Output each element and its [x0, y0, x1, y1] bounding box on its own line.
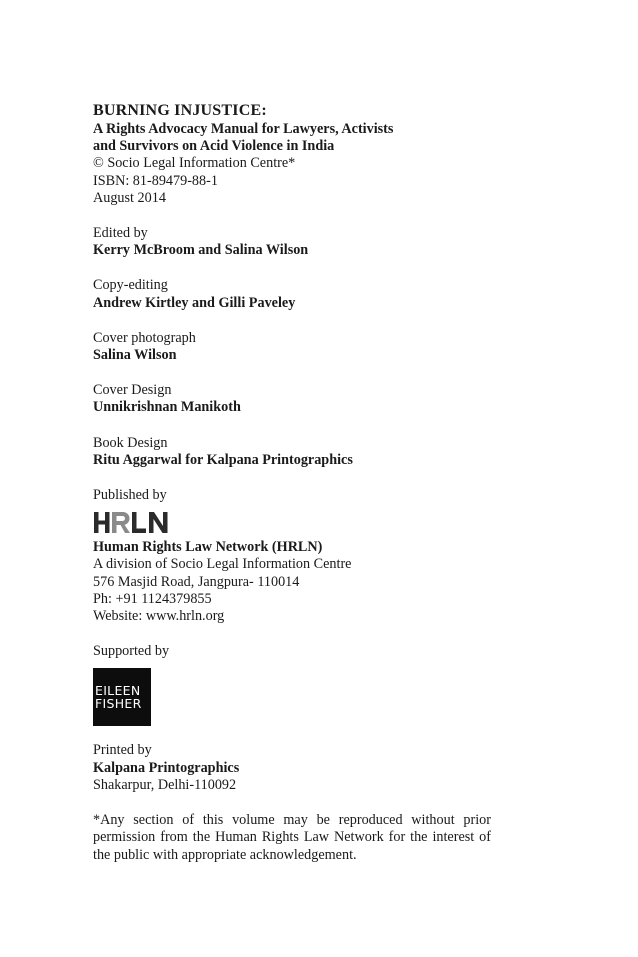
publisher-website: Website: www.hrln.org: [93, 608, 225, 625]
hrln-logo: [93, 509, 185, 535]
credit-name-copy-editing: Andrew Kirtley and Gilli Paveley: [93, 294, 296, 311]
credit-name-book-design: Ritu Aggarwal for Kalpana Printographics: [93, 451, 353, 468]
copyright-line: © Socio Legal Information Centre*: [93, 155, 296, 172]
publisher-phone: Ph: +91 1124379855: [93, 590, 212, 607]
book-title: BURNING INJUSTICE:: [93, 102, 267, 119]
credit-role-cover-design: Cover Design: [93, 382, 172, 399]
reproduction-footnote: *Any section of this volume may be reproduced without prior permission from the Human Rights Law Network for the interest of the public with appropriate acknowledgement.: [93, 812, 491, 863]
publication-date: August 2014: [93, 189, 166, 206]
publisher-address: 576 Masjid Road, Jangpura- 110014: [93, 573, 300, 590]
credit-name-editors: Kerry McBroom and Salina Wilson: [93, 242, 309, 259]
book-subtitle-line2: and Survivors on Acid Violence in India: [93, 138, 335, 155]
book-subtitle-line1: A Rights Advocacy Manual for Lawyers, Activists: [93, 121, 394, 137]
printer-address: Shakarpur, Delhi-110092: [93, 776, 237, 793]
hrln-logo-mark: [93, 509, 173, 535]
isbn-line: ISBN: 81-89479-88-1: [93, 172, 218, 189]
eileen-fisher-logo-line2: FISHER: [95, 696, 142, 712]
credit-name-cover-photograph: Salina Wilson: [93, 347, 177, 364]
publisher-division: A division of Socio Legal Information Centre: [93, 556, 352, 573]
credit-name-cover-design: Unnikrishnan Manikoth: [93, 399, 241, 416]
printer-name: Kalpana Printographics: [93, 759, 240, 776]
eileen-fisher-logo-line1: EILEEN: [95, 683, 141, 699]
published-by-label: Published by: [93, 487, 167, 504]
credit-role-editors: Edited by: [93, 225, 148, 242]
credit-role-book-design: Book Design: [93, 434, 168, 451]
credit-role-cover-photograph: Cover photograph: [93, 329, 196, 346]
imprint-page: [93, 101, 503, 864]
supported-by-label: Supported by: [93, 643, 170, 660]
credit-role-copy-editing: Copy-editing: [93, 277, 168, 294]
eileen-fisher-logo: [93, 668, 151, 726]
printed-by-label: Printed by: [93, 742, 152, 759]
publisher-name: Human Rights Law Network (HRLN): [93, 539, 323, 556]
